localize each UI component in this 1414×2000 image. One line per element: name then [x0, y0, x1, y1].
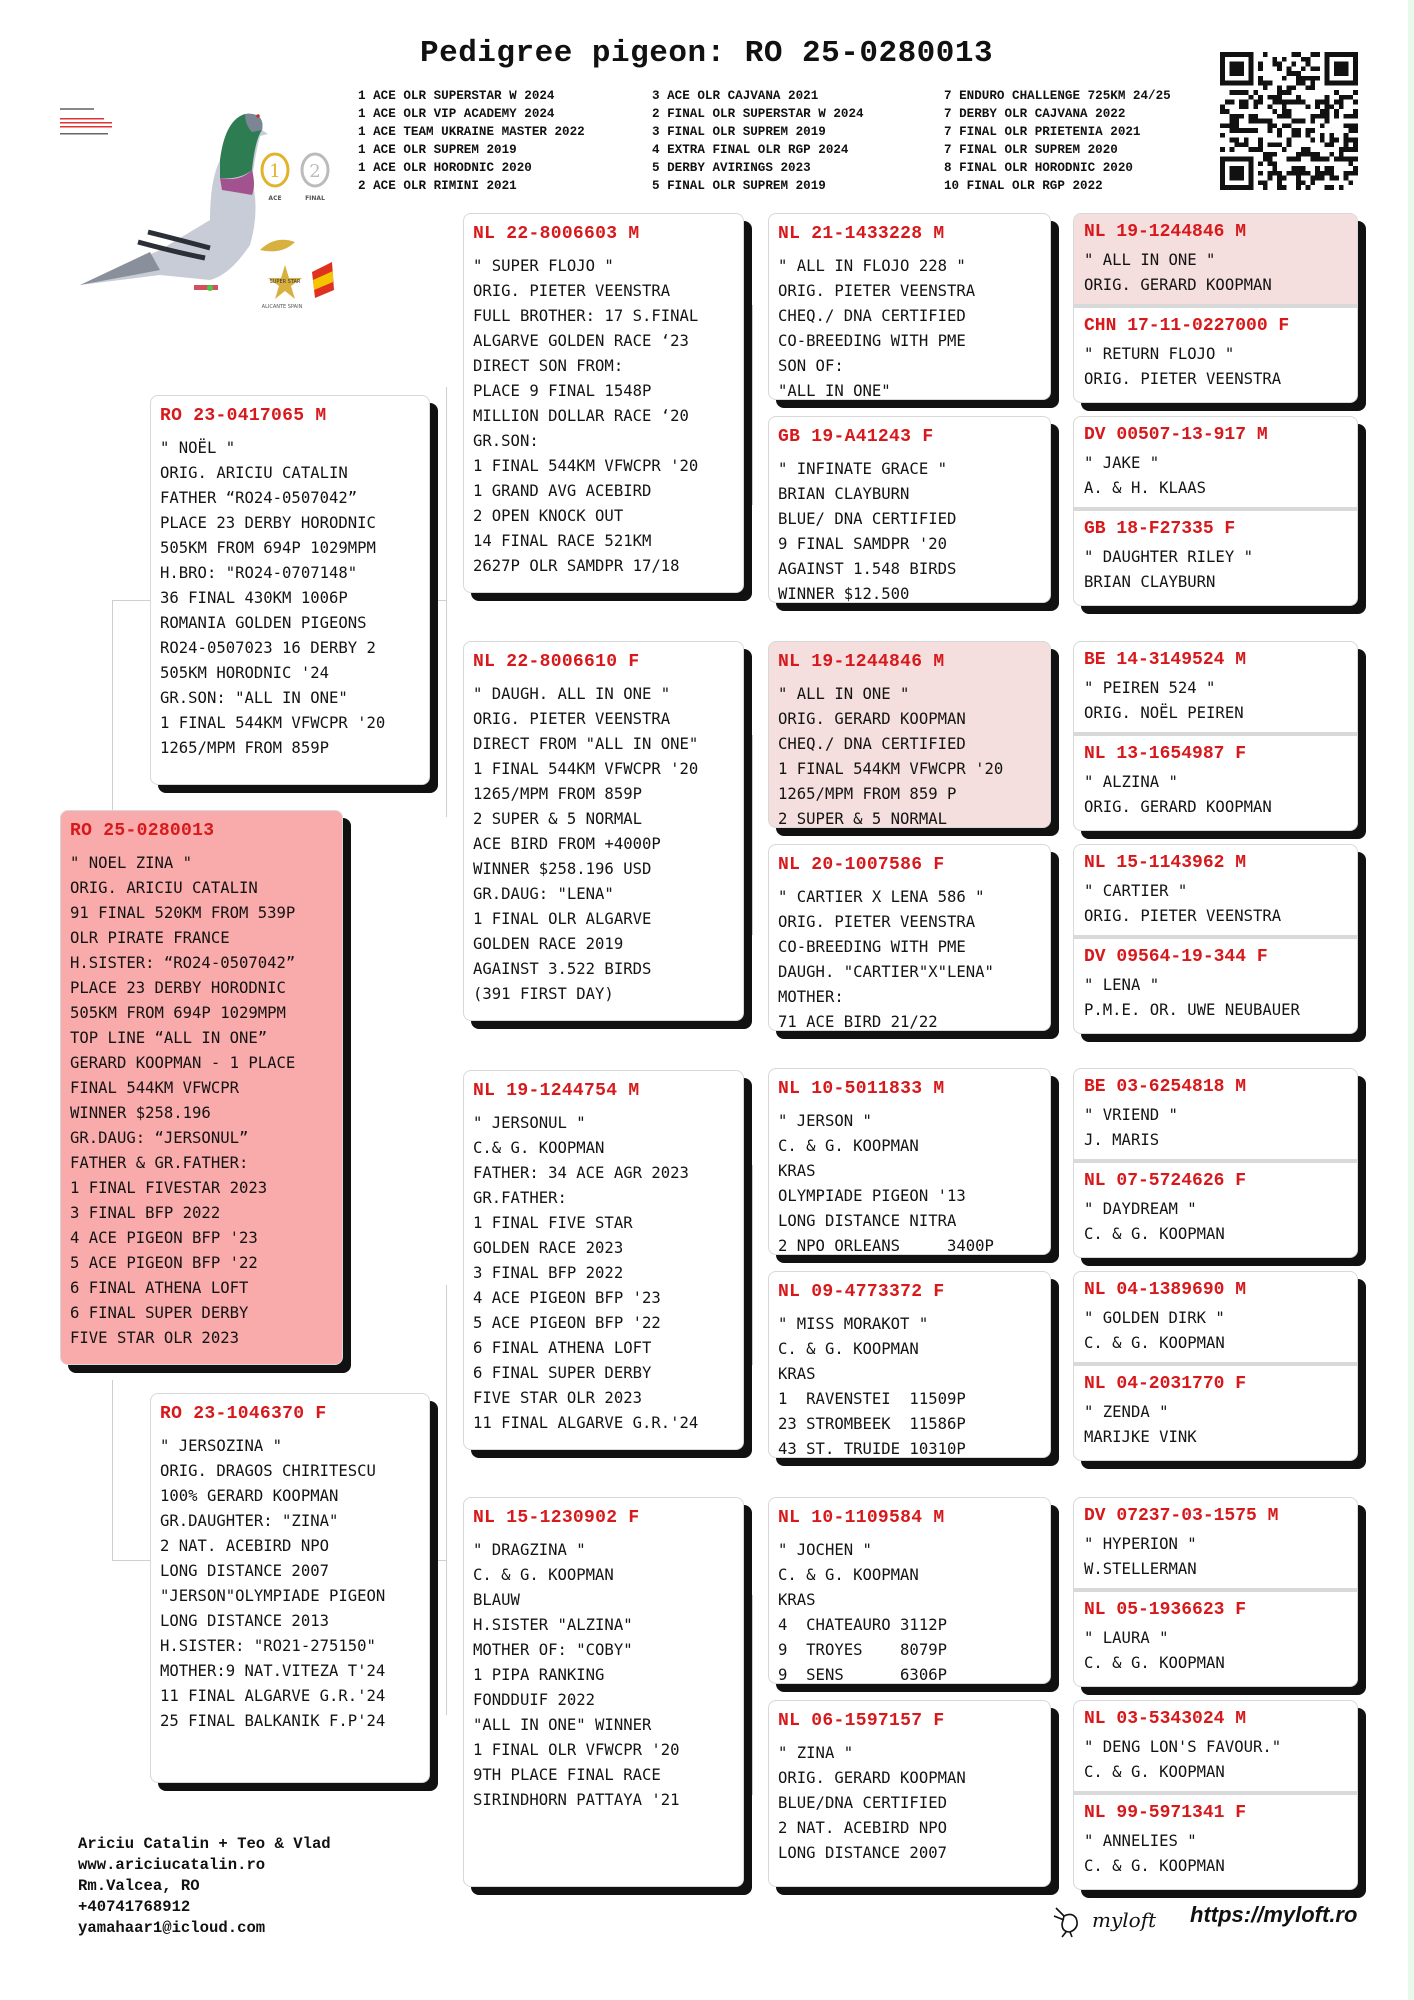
- tree-connector: [1058, 692, 1059, 782]
- achievement: 7 FINAL OLR SUPREM 2020: [944, 143, 1118, 157]
- gen4-dam: [1074, 736, 1357, 830]
- ring-number: GB 19-A41243 F: [778, 427, 934, 447]
- achievement: 5 FINAL OLR SUPREM 2019: [652, 179, 826, 193]
- achievement: 2 ACE OLR RIMINI 2021: [358, 179, 517, 193]
- great-grandparent-card: [768, 1271, 1051, 1458]
- pigeon-details: " JERSONUL " C.& G. KOOPMAN FATHER: 34 ACE AGR 2023 GR.FATHER: 1 FINAL FIVE STAR GOLDEN RACE 2023 3 FINAL BFP 2022 4 ACE PIGEON BFP '23 5 ACE PIGEON BFP '22 6 FINAL ATHENA LOFT 6 FINAL SUPER DERBY FIVE STAR OLR 2023 11 FINAL ALGARVE G.R.'24: [473, 1114, 699, 1432]
- achievement: 4 EXTRA FINAL OLR RGP 2024: [652, 143, 849, 157]
- achievement: 7 FINAL OLR PRIETENIA 2021: [944, 125, 1141, 139]
- pigeon-details: " ALL IN FLOJO 228 " ORIG. PIETER VEENSTRA CHEQ./ DNA CERTIFIED CO-BREEDING WITH PME SON OF: "ALL IN ONE": [778, 257, 976, 400]
- achievement: 10 FINAL OLR RGP 2022: [944, 179, 1103, 193]
- achievement: 8 FINAL OLR HORODNIC 2020: [944, 161, 1133, 175]
- gen4-pair-card: [1073, 416, 1358, 606]
- myloft-url-link[interactable]: https://myloft.ro: [1190, 1902, 1358, 1927]
- gen4-pair-card: [1073, 213, 1358, 403]
- gen4-dam: [1074, 1163, 1357, 1257]
- ring-number: NL 10-5011833 M: [778, 1079, 945, 1099]
- ring-number: NL 21-1433228 M: [778, 224, 945, 244]
- achievement: 7 ENDURO CHALLENGE 725KM 24/25: [944, 89, 1171, 103]
- gen4-sire: [1074, 642, 1357, 736]
- breeder-location: Rm.Valcea, RO: [78, 1877, 200, 1895]
- pigeon-details: " HYPERION " W.STELLERMAN: [1084, 1535, 1197, 1578]
- ring-number: NL 22-8006603 M: [473, 224, 640, 244]
- pigeon-details: " JOCHEN " C. & G. KOOPMAN KRAS 4 CHATEAURO 3112P 9 TROYES 8079P 9 SENS 6306P: [778, 1541, 947, 1684]
- achievement: 3 FINAL OLR SUPREM 2019: [652, 125, 826, 139]
- gen4-dam: [1074, 1795, 1357, 1889]
- achievement: 1 ACE OLR HORODNIC 2020: [358, 161, 532, 175]
- tree-connector: [430, 1560, 446, 1561]
- ring-number: NL 05-1936623 F: [1084, 1600, 1247, 1620]
- ring-number: DV 07237-03-1575 M: [1084, 1506, 1279, 1526]
- breeder-website[interactable]: www.ariciucatalin.ro: [78, 1856, 266, 1874]
- tree-connector: [112, 1560, 150, 1561]
- pigeon-details: " JERSOZINA " ORIG. DRAGOS CHIRITESCU 100% GERARD KOOPMAN GR.DAUGHTER: "ZINA" 2 NAT. ACEBIRD NPO LONG DISTANCE 2007 "JERSON"OLYMPIADE PIGEON LONG DISTANCE 2013 H.SISTER: "RO21-275150" MOTHER:9 NAT.VITEZA T'24 11 FINAL ALGARVE G.R.'24 25 FINAL BALKANIK F.P'24: [160, 1437, 386, 1730]
- svg-text:ALICANTE SPAIN: ALICANTE SPAIN: [261, 304, 303, 310]
- pigeon-photo: [60, 100, 360, 315]
- breeder-phone[interactable]: +40741768912: [78, 1898, 191, 1916]
- pigeon-details: " NOËL " ORIG. ARICIU CATALIN FATHER “RO24-0507042” PLACE 23 DERBY HORODNIC 505KM FROM 694P 1029MPM H.BRO: "RO24-0707148" 36 FINAL 430KM 1006P ROMANIA GOLDEN PIGEONS RO24-0507023 16 DERBY 2 505KM HORODNIC '24 GR.SON: "ALL IN ONE" 1 FINAL 544KM VFWCPR '20 1265/MPM FROM 859P: [160, 439, 386, 757]
- great-grandparent-card: [768, 844, 1051, 1031]
- gen4-pair-card: [1073, 1271, 1358, 1461]
- pigeon-details: " LENA " P.M.E. OR. UWE NEUBAUER: [1084, 976, 1300, 1019]
- pigeon-details: " ALL IN ONE " ORIG. GERARD KOOPMAN CHEQ./ DNA CERTIFIED 1 FINAL 544KM VFWCPR '20 1265/MPM FROM 859 P 2 SUPER & 5 NORMAL: [778, 685, 1004, 828]
- pigeon-details: " CARTIER X LENA 586 " ORIG. PIETER VEENSTRA CO-BREEDING WITH PME DAUGH. "CARTIER"X"LENA" MOTHER: 71 ACE BIRD 21/22: [778, 888, 994, 1031]
- great-grandparent-card: [768, 641, 1051, 828]
- achievement: 5 DERBY AVIRINGS 2023: [652, 161, 811, 175]
- ring-number: NL 15-1230902 F: [473, 1508, 640, 1528]
- ring-number: BE 03-6254818 M: [1084, 1077, 1247, 1097]
- ring-number: NL 03-5343024 M: [1084, 1709, 1247, 1729]
- ring-number: CHN 17-11-0227000 F: [1084, 316, 1290, 336]
- svg-text:FINAL: FINAL: [305, 195, 325, 202]
- achievement: 2 FINAL OLR SUPERSTAR W 2024: [652, 107, 864, 121]
- gen4-dam: [1074, 939, 1357, 1033]
- achievement: 3 ACE OLR CAJVANA 2021: [652, 89, 819, 103]
- great-grandparent-card: [768, 416, 1051, 603]
- pigeon-details: " LAURA " C. & G. KOOPMAN: [1084, 1629, 1225, 1672]
- achievements-col-3: [944, 87, 1171, 195]
- pigeon-details: " INFINATE GRACE " BRIAN CLAYBURN BLUE/ DNA CERTIFIED 9 FINAL SAMDPR '20 AGAINST 1.548 BIRDS WINNER $12.500: [778, 460, 957, 603]
- pigeon-details: " SUPER FLOJO " ORIG. PIETER VEENSTRA FULL BROTHER: 17 S.FINAL ALGARVE GOLDEN RACE ‘23 DIRECT SON FROM: PLACE 9 FINAL 1548P MILLION DOLLAR RACE ‘20 GR.SON: 1 FINAL 544KM VFWCPR '20 1 GRAND AVG ACEBIRD 2 OPEN KNOCK OUT 14 FINAL RACE 521KM 2627P OLR SAMDPR 17/18: [473, 257, 699, 575]
- main-pigeon-card: [60, 810, 343, 1365]
- tree-connector: [752, 1595, 753, 1795]
- achievements-col-2: [652, 87, 864, 195]
- pigeon-details: " ANNELIES " C. & G. KOOPMAN: [1084, 1832, 1225, 1875]
- ring-number: NL 04-2031770 F: [1084, 1374, 1247, 1394]
- gen4-sire: [1074, 1498, 1357, 1592]
- dam-card: [150, 1393, 430, 1783]
- tree-connector: [112, 1380, 113, 1560]
- gen4-dam: [1074, 1592, 1357, 1686]
- gen4-pair-card: [1073, 641, 1358, 831]
- pigeon-details: " CARTIER " ORIG. PIETER VEENSTRA: [1084, 882, 1282, 925]
- gen4-pair-card: [1073, 1068, 1358, 1258]
- ace-badge: [262, 154, 288, 202]
- gen4-sire: [1074, 1701, 1357, 1795]
- final-badge: [302, 154, 328, 202]
- achievement: 1 ACE OLR VIP ACADEMY 2024: [358, 107, 555, 121]
- tree-connector: [752, 305, 753, 505]
- ring-number: BE 14-3149524 M: [1084, 650, 1247, 670]
- ring-number: RO 25-0280013: [70, 821, 215, 841]
- myloft-logo: [1050, 1902, 1156, 1938]
- great-grandparent-card: [768, 1497, 1051, 1684]
- page-edge: [1408, 0, 1414, 2000]
- ring-number: GB 18-F27335 F: [1084, 519, 1236, 539]
- pigeon-details: " GOLDEN DIRK " C. & G. KOOPMAN: [1084, 1309, 1225, 1352]
- pigeon-details: " DENG LON'S FAVOUR." C. & G. KOOPMAN: [1084, 1738, 1282, 1781]
- gen4-dam: [1074, 511, 1357, 605]
- ring-number: DV 09564-19-344 F: [1084, 947, 1268, 967]
- qr-code-icon: [1220, 52, 1358, 190]
- grandparent-card: [463, 1070, 744, 1450]
- pigeon-details: " ZENDA " MARIJKE VINK: [1084, 1403, 1197, 1446]
- pigeon-details: " MISS MORAKOT " C. & G. KOOPMAN KRAS 1 RAVENSTEI 11509P 23 STROMBEEK 11586P 43 ST. TRUIDE 10310P: [778, 1315, 966, 1458]
- achievements-col-1: [358, 87, 585, 195]
- pigeon-details: " ZINA " ORIG. GERARD KOOPMAN BLUE/DNA CERTIFIED 2 NAT. ACEBIRD NPO LONG DISTANCE 2007: [778, 1744, 966, 1862]
- gen4-sire: [1074, 417, 1357, 511]
- ring-number: NL 19-1244754 M: [473, 1081, 640, 1101]
- pigeon-details: " PEIREN 524 " ORIG. NOËL PEIREN: [1084, 679, 1244, 722]
- gen4-dam: [1074, 1366, 1357, 1460]
- achievement: 1 ACE OLR SUPERSTAR W 2024: [358, 89, 555, 103]
- page-title: Pedigree pigeon: RO 25-0280013: [420, 36, 994, 71]
- tree-connector: [1058, 262, 1059, 352]
- tree-connector: [1058, 1750, 1059, 1840]
- pigeon-details: " NOEL ZINA " ORIG. ARICIU CATALIN 91 FINAL 520KM FROM 539P OLR PIRATE FRANCE H.SISTER: “RO24-0507042” PLACE 23 DERBY HORODNIC 505KM FROM 694P 1029MPM TOP LINE “ALL IN ONE” GERARD KOOPMAN - 1 PLACE FINAL 544KM VFWCPR WINNER $258.196 GR.DAUG: “JERSONUL” FATHER & GR.FATHER: 1 FINAL FIVESTAR 2023 3 FINAL BFP 2022 4 ACE PIGEON BFP '23 5 ACE PIGEON BFP '22 6 FINAL ATHENA LOFT 6 FINAL SUPER DERBY FIVE STAR OLR 2023: [70, 854, 296, 1347]
- tree-connector: [1058, 895, 1059, 985]
- breeder-email[interactable]: yamahaar1@icloud.com: [78, 1919, 266, 1937]
- tree-connector: [112, 600, 150, 601]
- ring-number: NL 20-1007586 F: [778, 855, 945, 875]
- ring-number: RO 23-0417065 M: [160, 406, 327, 426]
- pigeon-details: " VRIEND " J. MARIS: [1084, 1106, 1178, 1149]
- grandparent-card: [463, 641, 744, 1021]
- ring-number: NL 99-5971341 F: [1084, 1803, 1247, 1823]
- svg-text:2: 2: [309, 161, 321, 182]
- gen4-pair-card: [1073, 1700, 1358, 1890]
- ring-number: NL 06-1597157 F: [778, 1711, 945, 1731]
- sire-card: [150, 395, 430, 785]
- ring-number: RO 23-1046370 F: [160, 1404, 327, 1424]
- ring-number: NL 04-1389690 M: [1084, 1280, 1247, 1300]
- gen4-sire: [1074, 214, 1357, 308]
- tree-connector: [1058, 1118, 1059, 1208]
- pigeon-details: " RETURN FLOJO " ORIG. PIETER VEENSTRA: [1084, 345, 1282, 388]
- gen4-dam: [1074, 308, 1357, 402]
- tree-connector: [752, 1165, 753, 1365]
- achievement: 7 DERBY OLR CAJVANA 2022: [944, 107, 1126, 121]
- tree-connector: [446, 387, 447, 817]
- gen4-sire: [1074, 1069, 1357, 1163]
- ring-number: NL 15-1143962 M: [1084, 853, 1247, 873]
- super-star-logo: [260, 240, 334, 310]
- gen4-pair-card: [1073, 844, 1358, 1034]
- breeder-contact: [78, 1834, 331, 1939]
- pigeon-details: " JERSON " C. & G. KOOPMAN KRAS OLYMPIADE PIGEON '13 LONG DISTANCE NITRA 2 NPO ORLEANS 3400P: [778, 1112, 994, 1255]
- gen4-sire: [1074, 845, 1357, 939]
- ring-number: DV 00507-13-917 M: [1084, 425, 1268, 445]
- gen4-pair-card: [1073, 1497, 1358, 1687]
- ring-number: NL 07-5724626 F: [1084, 1171, 1247, 1191]
- grandparent-card: [463, 213, 744, 593]
- svg-text:ACE: ACE: [268, 195, 282, 202]
- ring-number: NL 09-4773372 F: [778, 1282, 945, 1302]
- gen4-sire: [1074, 1272, 1357, 1366]
- pigeon-details: " ALZINA " ORIG. GERARD KOOPMAN: [1084, 773, 1272, 816]
- tree-connector: [430, 600, 446, 601]
- svg-text:1: 1: [269, 161, 281, 182]
- ring-number: NL 19-1244846 M: [778, 652, 945, 672]
- tree-connector: [1058, 465, 1059, 555]
- bird-logo-icon: [1050, 1902, 1086, 1938]
- tree-connector: [1058, 1548, 1059, 1638]
- tree-connector: [1058, 1320, 1059, 1410]
- ring-number: NL 19-1244846 M: [1084, 222, 1247, 242]
- svg-text:SUPER STAR: SUPER STAR: [269, 279, 301, 285]
- pigeon-details: " DAUGH. ALL IN ONE " ORIG. PIETER VEENSTRA DIRECT FROM "ALL IN ONE" 1 FINAL 544KM VFWCPR '20 1265/MPM FROM 859P 2 SUPER & 5 NORMAL ACE BIRD FROM +4000P WINNER $258.196 USD GR.DAUG: "LENA" 1 FINAL OLR ALGARVE GOLDEN RACE 2019 AGAINST 3.522 BIRDS (391 FIRST DAY): [473, 685, 699, 1003]
- great-grandparent-card: [768, 1068, 1051, 1255]
- pigeon-details: " DAYDREAM " C. & G. KOOPMAN: [1084, 1200, 1225, 1243]
- great-grandparent-card: [768, 1700, 1051, 1887]
- breeder-name: Ariciu Catalin + Teo & Vlad: [78, 1835, 331, 1853]
- grandparent-card: [463, 1497, 744, 1887]
- pigeon-details: " DRAGZINA " C. & G. KOOPMAN BLAUW H.SISTER "ALZINA" MOTHER OF: "COBY" 1 PIPA RANKING FONDDUIF 2022 "ALL IN ONE" WINNER 1 FINAL OLR VFWCPR '20 9TH PLACE FINAL RACE SIRINDHORN PATTAYA '21: [473, 1541, 680, 1809]
- myloft-brand: myloft: [1092, 1908, 1157, 1932]
- pigeon-details: " ALL IN ONE " ORIG. GERARD KOOPMAN: [1084, 251, 1272, 294]
- ring-number: NL 10-1109584 M: [778, 1508, 945, 1528]
- tree-connector: [446, 1285, 447, 1715]
- pigeon-details: " JAKE " A. & H. KLAAS: [1084, 454, 1207, 497]
- achievement: 1 ACE TEAM UKRAINE MASTER 2022: [358, 125, 585, 139]
- pigeon-details: " DAUGHTER RILEY " BRIAN CLAYBURN: [1084, 548, 1253, 591]
- tree-connector: [112, 600, 113, 815]
- great-grandparent-card: [768, 213, 1051, 400]
- tree-connector: [752, 735, 753, 935]
- ring-number: NL 13-1654987 F: [1084, 744, 1247, 764]
- ring-number: NL 22-8006610 F: [473, 652, 640, 672]
- achievement: 1 ACE OLR SUPREM 2019: [358, 143, 517, 157]
